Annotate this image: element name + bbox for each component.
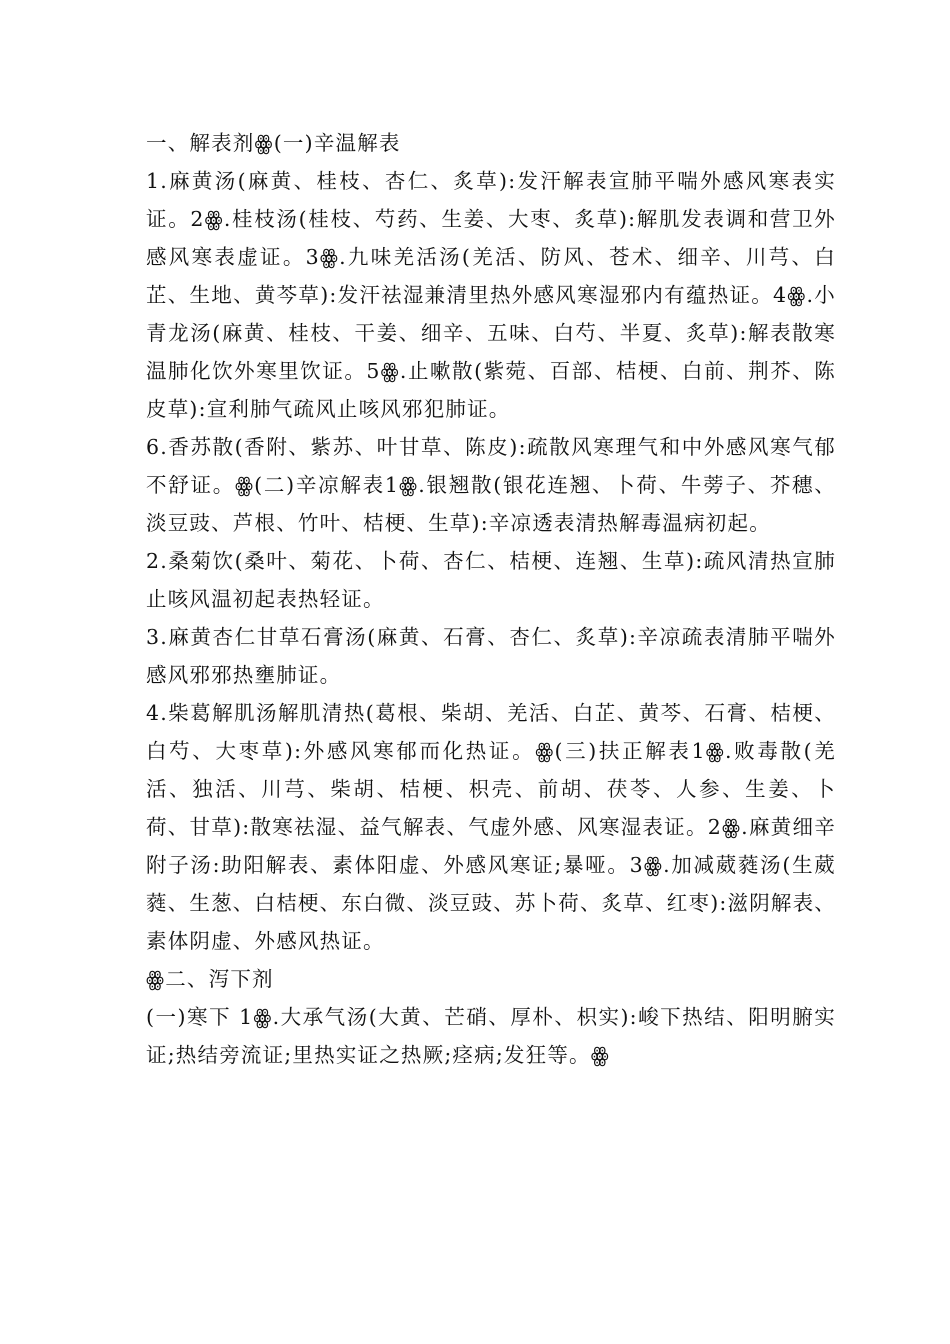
paragraph-chaige-fuzheng: 4.柴葛解肌汤解肌清热(葛根、柴胡、羌活、白芷、黄芩、石膏、桔梗、白芍、大枣草):外感风寒郁而化热证。ꙮ(三)扶正解表1ꙮ.败毒散(羌活、独活、川芎、柴胡、桔梗、枳壳、前胡、茯苓、人参、生姜、卜荷、甘草):散寒祛湿、益气解表、气虚外感、风寒湿表证。2ꙮ.麻黄细辛附子汤:助阳解表、素体阳虚、外感风寒证;暴哑。3ꙮ.加减葳蕤汤(生葳蕤、生葱、白桔梗、东白微、淡豆豉、苏卜荷、炙草、红枣):滋阴解表、素体阴虚、外感风热证。 <box>146 701 837 953</box>
section-heading-jiebiao: 一、解表剂ꙮ(一)辛温解表 <box>146 131 401 155</box>
paragraph-xiangsu-yinqiao: 6.香苏散(香附、紫苏、叶甘草、陈皮):疏散风寒理气和中外感风寒气郁不舒证。ꙮ(二)辛凉解表1ꙮ.银翘散(银花连翘、卜荷、牛蒡子、芥穗、淡豆豉、芦根、竹叶、桔梗、生草):辛凉透表清热解毒温病初起。 <box>146 435 836 535</box>
paragraph-hanxia-dachengqi: (一)寒下 1ꙮ.大承气汤(大黄、芒硝、厚朴、枳实):峻下热结、阳明腑实证;热结旁流证;里热实证之热厥;痉病;发狂等。ꙮ <box>146 1005 836 1067</box>
paragraph-maxingshigan: 3.麻黄杏仁甘草石膏汤(麻黄、石膏、杏仁、炙草):辛凉疏表清肺平喘外感风邪邪热壅肺证。 <box>146 625 836 687</box>
section-heading-xiexia: ꙮ二、泻下剂 <box>146 967 274 991</box>
paragraph-sangju: 2.桑菊饮(桑叶、菊花、卜荷、杏仁、桔梗、连翘、生草):疏风清热宣肺止咳风温初起表热轻证。 <box>146 549 836 611</box>
document-page <box>146 124 836 1074</box>
paragraph-xinwen-formulas: 1.麻黄汤(麻黄、桂枝、杏仁、炙草):发汗解表宣肺平喘外感风寒表实证。2ꙮ.桂枝汤(桂枝、芍药、生姜、大枣、炙草):解肌发表调和营卫外感风寒表虚证。3ꙮ.九味羌活汤(羌活、防风、苍术、细辛、川芎、白芷、生地、黄芩草):发汗祛湿兼清里热外感风寒湿邪内有蕴热证。4ꙮ.小青龙汤(麻黄、桂枝、干姜、细辛、五味、白芍、半夏、炙草):解表散寒温肺化饮外寒里饮证。5ꙮ.止嗽散(紫菀、百部、桔梗、白前、荆芥、陈皮草):宣利肺气疏风止咳风邪犯肺证。 <box>146 169 836 421</box>
